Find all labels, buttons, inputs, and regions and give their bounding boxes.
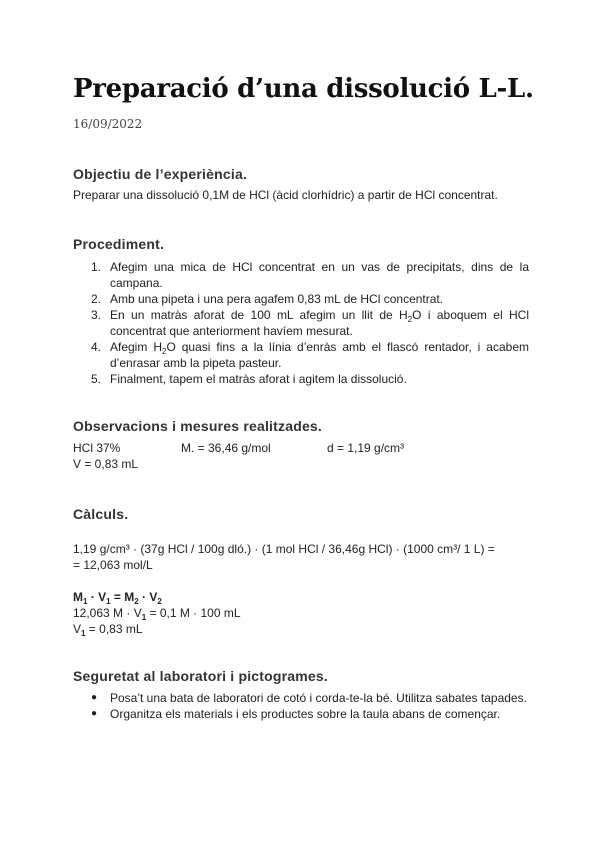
calculations-heading: Càlculs. bbox=[73, 506, 129, 522]
calculation-line: 1,19 g/cm³ · (37g HCl / 100g dló.) · (1 mol HCl / 36,46g HCl) · (1000 cm³/ 1 L) = bbox=[73, 542, 495, 556]
document-title: Preparació d’una dissolució L-L. bbox=[73, 74, 534, 104]
observations-row bbox=[73, 440, 529, 456]
step-text: Amb una pipeta i una pera agafem 0,83 mL de HCl concentrat. bbox=[110, 292, 444, 306]
formula-part: · V bbox=[87, 590, 107, 604]
hcl-concentration: HCl 37% bbox=[73, 441, 121, 455]
formula-part: = M bbox=[110, 590, 135, 604]
list-item bbox=[73, 706, 529, 722]
volume-value: V = 0,83 mL bbox=[73, 457, 139, 471]
list-item bbox=[73, 339, 529, 371]
calculation-result: = 12,063 mol/L bbox=[73, 558, 153, 572]
step-number: 3. bbox=[91, 308, 102, 322]
list-item bbox=[73, 690, 529, 706]
substitution-post: = 0,1 M · 100 mL bbox=[146, 606, 241, 620]
molar-mass: M. = 36,46 g/mol bbox=[181, 441, 271, 455]
step-text: Finalment, tapem el matràs aforat i agitem la dissolució. bbox=[110, 372, 407, 386]
step-number: 2. bbox=[91, 292, 102, 306]
formula-part: M bbox=[73, 590, 83, 604]
step-text-post: O i aboquem el HCl concentrat que anteriorment havíem mesurat. bbox=[110, 308, 529, 338]
objective-text: Preparar una dissolució 0,1M de HCl (àcid clorhídric) a partir de HCl concentrat. bbox=[73, 188, 498, 202]
list-item bbox=[73, 371, 529, 387]
step-text-pre: Afegim H bbox=[110, 340, 162, 354]
substitution-pre: 12,063 M · V bbox=[73, 606, 142, 620]
observations-heading: Observacions i mesures realitzades. bbox=[73, 418, 323, 434]
result-pre: V bbox=[73, 622, 82, 636]
step-number: 1. bbox=[91, 260, 102, 274]
substitution-subscript: 1 bbox=[141, 613, 147, 622]
list-item bbox=[73, 307, 529, 339]
objective-heading: Objectiu de l’experiència. bbox=[73, 166, 248, 182]
formula-subscript: 1 bbox=[106, 597, 111, 606]
formula-part: · V bbox=[138, 590, 158, 604]
formula-subscript: 2 bbox=[134, 597, 139, 606]
safety-heading: Seguretat al laboratori i pictogrames. bbox=[73, 668, 328, 684]
step-number: 4. bbox=[91, 340, 102, 354]
step-text: Afegim una mica de HCl concentrat en un vas de precipitats, dins de la campana. bbox=[110, 260, 529, 290]
step-subscript: 2 bbox=[407, 315, 413, 324]
safety-text: Posa’t una bata de laboratori de cotó i corda-te-la bé. Utilitza sabates tapades. bbox=[110, 691, 527, 705]
step-text-post: O quasi fins a la línia d’enràs amb el flascó rentador, i acabem d’enrasar amb la pipeta pasteur. bbox=[110, 340, 529, 370]
step-subscript: 2 bbox=[162, 347, 167, 356]
safety-text: Organitza els materials i els productes sobre la taula abans de començar. bbox=[110, 707, 501, 721]
bullet-icon: ● bbox=[91, 708, 98, 719]
procedure-heading: Procediment. bbox=[73, 236, 165, 252]
list-item bbox=[73, 259, 529, 291]
document-date: 16/09/2022 bbox=[73, 117, 143, 131]
result-post: = 0,83 mL bbox=[85, 622, 143, 636]
safety-list bbox=[73, 690, 529, 722]
result-subscript: 1 bbox=[81, 629, 86, 638]
step-number: 5. bbox=[91, 372, 102, 386]
bullet-icon: ● bbox=[91, 692, 98, 703]
density: d = 1,19 g/cm³ bbox=[327, 441, 405, 455]
procedure-list bbox=[73, 259, 529, 387]
substitution-line bbox=[73, 605, 241, 621]
final-result bbox=[73, 621, 143, 637]
dilution-formula bbox=[73, 589, 162, 605]
formula-subscript: 2 bbox=[157, 597, 162, 606]
formula-subscript: 1 bbox=[83, 597, 88, 606]
step-text-pre: En un matràs aforat de 100 mL afegim un llit de H bbox=[110, 308, 408, 322]
list-item bbox=[73, 291, 529, 307]
